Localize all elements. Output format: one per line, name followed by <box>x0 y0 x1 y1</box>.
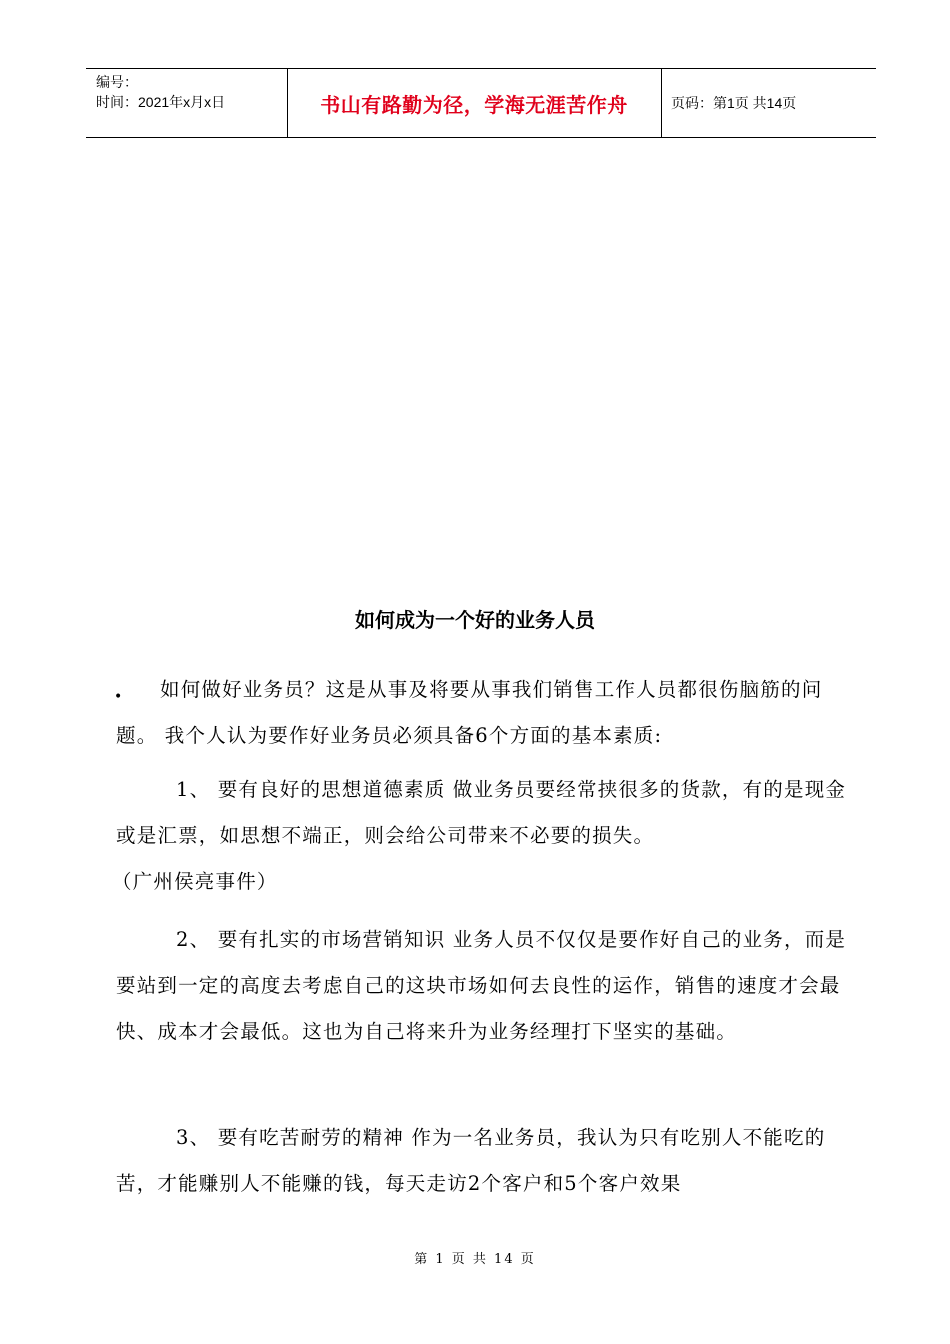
page-footer: 第 1 页 共 14 页 <box>414 1252 536 1267</box>
intro-paragraph: 如何做好业务员？这是从事及将要从事我们销售工作人员都很伤脑筋的问题。 我个人认为要作好业务员必须具备6个方面的基本素质: <box>116 678 823 747</box>
header-motto: 书山有路勤为径，学海无涯苦作舟 <box>320 92 628 117</box>
item-3-paragraph: 3、 要有吃苦耐劳的精神 作为一名业务员，我认为只有吃别人不能吃的苦，才能赚别人不能赚的钱，每天走访2个客户和5个客户效果 <box>116 1126 826 1195</box>
header-table <box>86 68 876 138</box>
document-title: 如何成为一个好的业务人员 <box>355 608 595 632</box>
header-left-cell <box>96 72 225 112</box>
item-1-paragraph: 1、 要有良好的思想道德素质 做业务员要经常挟很多的货款，有的是现金或是汇票，如思想不端正，则会给公司带来不必要的损失。 <box>116 778 847 847</box>
item-2-paragraph: 2、 要有扎实的市场营销知识 业务人员不仅仅是要作好自己的业务，而是要站到一定的高度去考虑自己的这块市场如何去良性的运作，销售的速度才会最快、成本才会最低。这也为自己将来升为业务经理打下坚实的基础。 <box>116 928 847 1043</box>
time-label: 时间：2021年x月x日 <box>96 94 226 110</box>
item-1-note: （广州侯亮事件） <box>112 870 278 893</box>
bullet-icon: • <box>114 689 123 705</box>
number-label: 编号： <box>96 74 138 90</box>
header-divider <box>661 69 662 137</box>
header-page-info: 页码：第1页 共14页 <box>671 95 797 111</box>
